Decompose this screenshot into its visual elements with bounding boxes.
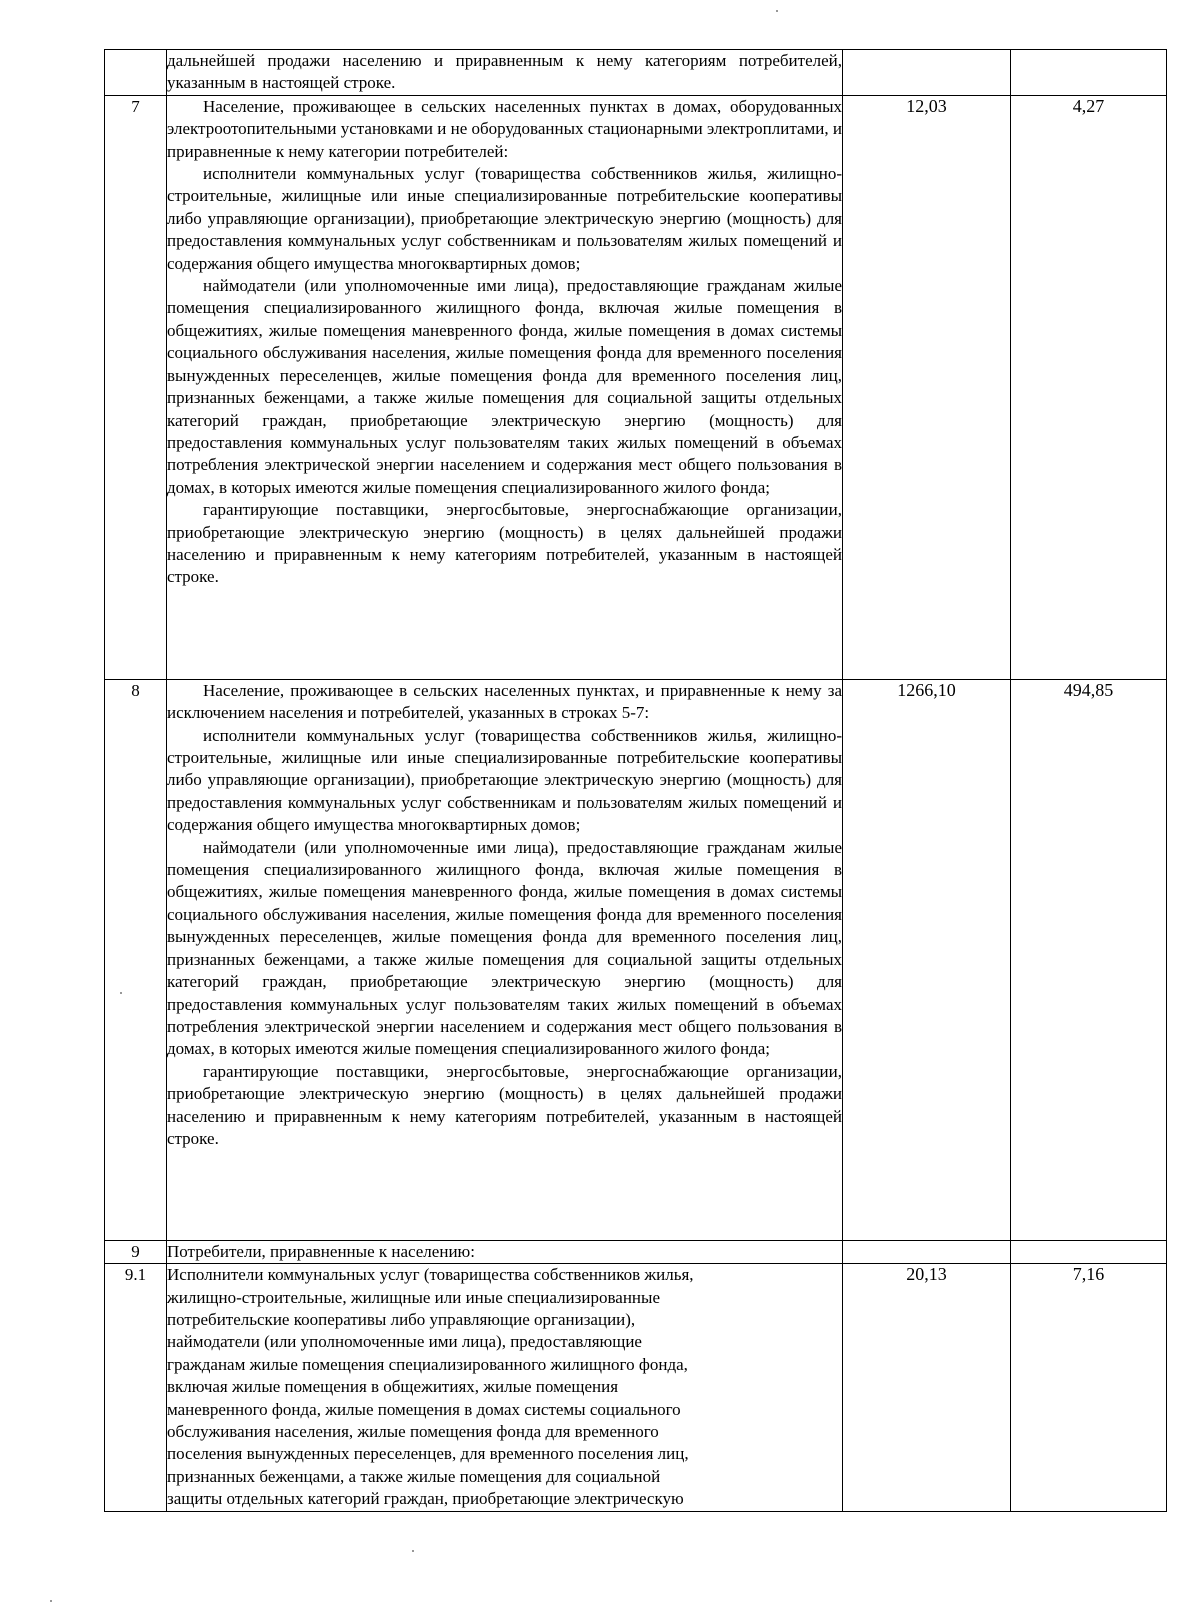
value-cell-2: 494,85	[1011, 679, 1167, 1240]
row-description	[167, 679, 843, 1240]
description-paragraph: Население, проживающее в сельских населенных пунктах в домах, оборудованных электроотопительными установками и не оборудованных стационарными электроплитами, и приравненные к нему категории потребителей:	[167, 96, 842, 161]
row-description	[167, 50, 843, 96]
tariff-table	[104, 49, 1167, 1512]
table-row	[105, 679, 1167, 1240]
value-cell-1	[843, 1240, 1011, 1263]
value-cell-1: 20,13	[843, 1264, 1011, 1512]
description-paragraph: наймодатели (или уполномоченные ими лица), предоставляющие гражданам жилые помещения специализированного жилищного фонда, включая жилые помещения в общежитиях, жилые помещения маневренного фонда, жилые помещения в домах системы социального обслуживания населения, жилые помещения фонда для временного поселения вынужденных переселенцев, жилые помещения фонда для временного поселения лиц, признанных беженцами, а также жилые помещения для социальной защиты отдельных категорий граждан, приобретающие электрическую энергию (мощность) для предоставления коммунальных услуг пользователям таких жилых помещений в объемах потребления электрической энергии населением и содержания мест общего пользования в домах, в которых имеются жилые помещения специализированного жилого фонда;	[167, 837, 842, 1059]
scan-speck	[776, 10, 778, 12]
row-number: 9	[105, 1240, 167, 1263]
row-description	[167, 1240, 843, 1263]
row-number	[105, 50, 167, 96]
value-cell-1: 12,03	[843, 95, 1011, 679]
description-paragraph: исполнители коммунальных услуг (товарищества собственников жилья, жилищно-строительные, жилищные или иные специализированные потребительские кооперативы либо управляющие организации), приобретающие электрическую энергию (мощность) для предоставления коммунальных услуг собственникам и пользователям жилых помещений и содержания общего имущества многоквартирных домов;	[167, 164, 842, 273]
value-cell-2	[1011, 50, 1167, 96]
scan-speck	[50, 1600, 52, 1602]
value-cell-2: 7,16	[1011, 1264, 1167, 1512]
row-number: 9.1	[105, 1264, 167, 1512]
description-paragraph: гарантирующие поставщики, энергосбытовые, энергоснабжающие организации, приобретающие электрическую энергию (мощность) в целях дальнейшей продажи населению и приравненным к нему категориям потребителей, указанным в настоящей строке.	[167, 500, 842, 587]
row-description	[167, 1264, 843, 1512]
scan-speck	[120, 992, 122, 994]
description-paragraph: Исполнители коммунальных услуг (товарищества собственников жилья, жилищно-строительные, жилищные или иные специализированные потребительские кооперативы либо управляющие организации), наймодатели (или уполномоченные ими лица), предоставляющие гражданам жилые помещения специализированного жилищного фонда, включая жилые помещения в общежитиях, жилые помещения маневренного фонда, жилые помещения в домах системы социального обслуживания населения, жилые помещения фонда для временного поселения вынужденных переселенцев, для временного поселения лиц, признанных беженцами, а также жилые помещения для социальной защиты отдельных категорий граждан, приобретающие электрическую	[167, 1265, 694, 1509]
value-cell-1	[843, 50, 1011, 96]
row-description	[167, 95, 843, 679]
description-paragraph: дальнейшей продажи населению и приравненным к нему категориям потребителей, указанным в настоящей строке.	[167, 51, 842, 93]
table-row	[105, 95, 1167, 679]
table-row	[105, 1264, 1167, 1512]
description-paragraph: наймодатели (или уполномоченные ими лица), предоставляющие гражданам жилые помещения специализированного жилищного фонда, включая жилые помещения в общежитиях, жилые помещения маневренного фонда, жилые помещения в домах системы социального обслуживания населения, жилые помещения фонда для временного поселения вынужденных переселенцев, жилые помещения фонда для временного поселения лиц, признанных беженцами, а также жилые помещения для социальной защиты отдельных категорий граждан, приобретающие электрическую энергию (мощность) для предоставления коммунальных услуг пользователям таких жилых помещений в объемах потребления электрической энергии населением и содержания мест общего пользования в домах, в которых имеются жилые помещения специализированного жилого фонда;	[167, 276, 842, 497]
table-row	[105, 1240, 1167, 1263]
table-row	[105, 50, 1167, 96]
value-cell-1: 1266,10	[843, 679, 1011, 1240]
row-number: 8	[105, 679, 167, 1240]
row-number: 7	[105, 95, 167, 679]
scan-speck	[412, 1550, 414, 1552]
value-cell-2	[1011, 1240, 1167, 1263]
description-paragraph: Население, проживающее в сельских населенных пунктах, и приравненные к нему за исключением населения и потребителей, указанных в строках 5-7:	[167, 680, 842, 723]
description-paragraph: Потребители, приравненные к населению:	[167, 1241, 475, 1261]
description-paragraph: гарантирующие поставщики, энергосбытовые, энергоснабжающие организации, приобретающие электрическую энергию (мощность) в целях дальнейшей продажи населению и приравненным к нему категориям потребителей, указанным в настоящей строке.	[167, 1061, 842, 1148]
description-paragraph: исполнители коммунальных услуг (товарищества собственников жилья, жилищно-строительные, жилищные или иные специализированные потребительские кооперативы либо управляющие организации), приобретающие электрическую энергию (мощность) для предоставления коммунальных услуг собственникам и пользователям жилых помещений и содержания общего имущества многоквартирных домов;	[167, 725, 842, 835]
value-cell-2: 4,27	[1011, 95, 1167, 679]
